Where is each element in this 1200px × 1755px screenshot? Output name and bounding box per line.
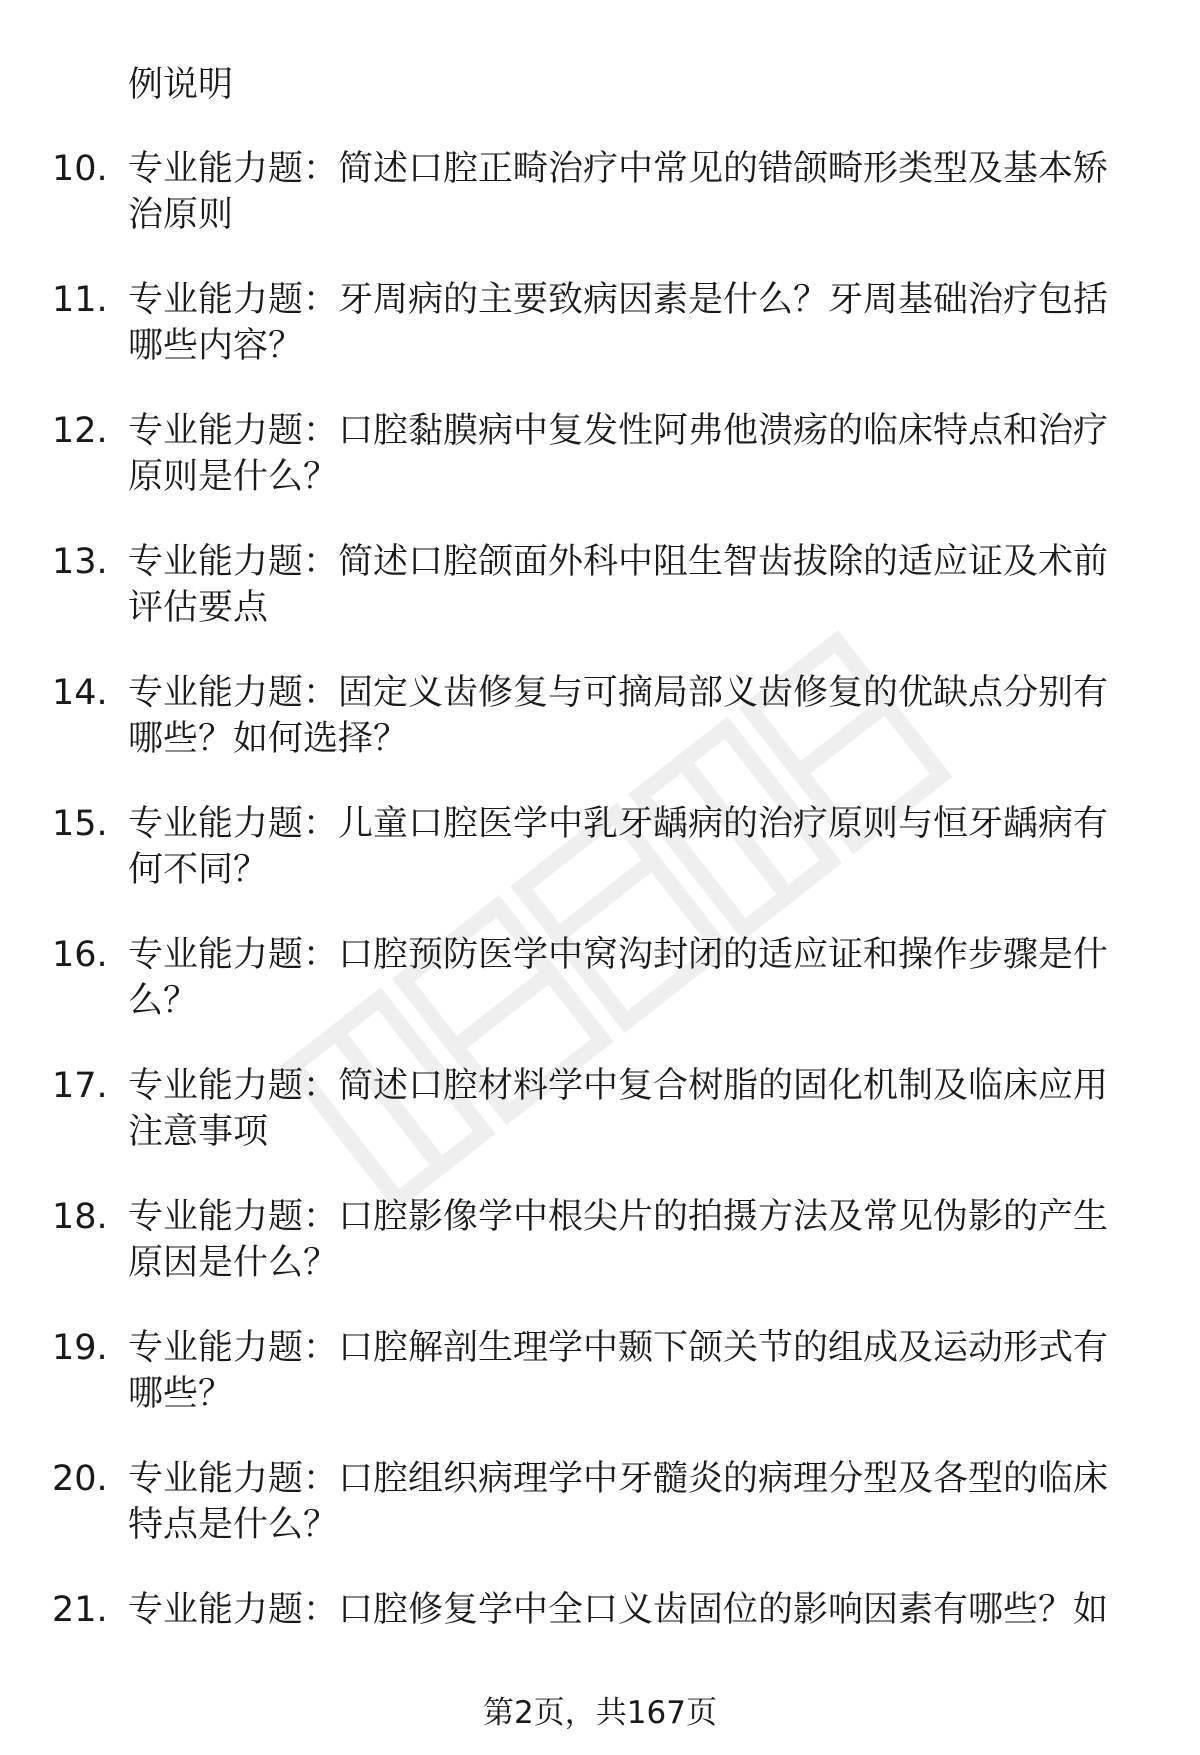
question-number: 17. <box>52 1066 108 1106</box>
question-number: 16. <box>52 935 108 975</box>
question-text <box>128 539 1140 631</box>
question-text <box>128 932 1140 1024</box>
question-text-line: 专业能力题：口腔修复学中全口义齿固位的影响因素有哪些？如 <box>128 1590 1109 1630</box>
question-number: 10. <box>52 149 108 189</box>
question-text-line: 何不同？ <box>128 850 269 890</box>
question-text <box>128 1194 1140 1286</box>
question-text-line: 原因是什么？ <box>128 1243 339 1283</box>
question-text-line: 专业能力题：简述口腔颌面外科中阻生智齿拔除的适应证及术前 <box>128 542 1109 582</box>
question-list <box>0 138 1200 1710</box>
question-number: 12. <box>52 411 108 451</box>
question-text-line: 专业能力题：口腔解剖生理学中颞下颌关节的组成及运动形式有 <box>128 1328 1109 1368</box>
question-text-line: 专业能力题：固定义齿修复与可摘局部义齿修复的优缺点分别有 <box>128 673 1109 713</box>
question-item <box>0 924 1200 1055</box>
question-text-line: 专业能力题：简述口腔材料学中复合树脂的固化机制及临床应用 <box>128 1066 1109 1106</box>
question-text-line: 哪些？ <box>128 1374 234 1414</box>
question-text-line: 专业能力题：口腔组织病理学中牙髓炎的病理分型及各型的临床 <box>128 1459 1109 1499</box>
continued-text: 例说明 <box>128 65 234 105</box>
question-text-line: 专业能力题：口腔预防医学中窝沟封闭的适应证和操作步骤是什 <box>128 935 1109 975</box>
question-text-line: 原则是什么？ <box>128 457 339 497</box>
question-item <box>0 1055 1200 1186</box>
question-text <box>128 1587 1140 1633</box>
question-number: 19. <box>52 1328 108 1368</box>
question-item <box>0 1448 1200 1579</box>
question-text-line: 专业能力题：牙周病的主要致病因素是什么？牙周基础治疗包括 <box>128 280 1109 320</box>
question-number: 11. <box>52 280 108 320</box>
question-text <box>128 670 1140 762</box>
question-number: 15. <box>52 804 108 844</box>
question-text-line: 专业能力题：口腔黏膜病中复发性阿弗他溃疡的临床特点和治疗 <box>128 411 1109 451</box>
page-footer: 第2页，共167页 <box>483 1695 717 1731</box>
question-text <box>128 1325 1140 1417</box>
question-number: 18. <box>52 1197 108 1237</box>
question-text <box>128 146 1140 238</box>
question-text-line: 评估要点 <box>128 588 269 628</box>
question-number: 14. <box>52 673 108 713</box>
question-number: 13. <box>52 542 108 582</box>
question-text <box>128 801 1140 893</box>
question-text-line: 专业能力题：简述口腔正畸治疗中常见的错颌畸形类型及基本矫 <box>128 149 1109 189</box>
question-item <box>0 269 1200 400</box>
question-item <box>0 1186 1200 1317</box>
question-number: 21. <box>52 1590 108 1630</box>
question-item <box>0 662 1200 793</box>
question-text-line: 哪些内容？ <box>128 326 304 366</box>
question-item <box>0 793 1200 924</box>
question-text <box>128 277 1140 369</box>
question-item <box>0 400 1200 531</box>
question-item <box>0 531 1200 662</box>
question-text <box>128 1456 1140 1548</box>
question-item <box>0 1579 1200 1710</box>
question-text <box>128 408 1140 500</box>
question-text-line: 专业能力题：口腔影像学中根尖片的拍摄方法及常见伪影的产生 <box>128 1197 1109 1237</box>
question-text-line: 注意事项 <box>128 1112 269 1152</box>
question-text-line: 治原则 <box>128 195 234 235</box>
question-text-line: 专业能力题：儿童口腔医学中乳牙龋病的治疗原则与恒牙龋病有 <box>128 804 1109 844</box>
question-text-line: 哪些？如何选择？ <box>128 719 409 759</box>
question-text <box>128 1063 1140 1155</box>
question-text-line: 么？ <box>128 981 199 1021</box>
question-number: 20. <box>52 1459 108 1499</box>
question-item <box>0 138 1200 269</box>
question-item <box>0 1317 1200 1448</box>
question-text-line: 特点是什么？ <box>128 1505 339 1545</box>
